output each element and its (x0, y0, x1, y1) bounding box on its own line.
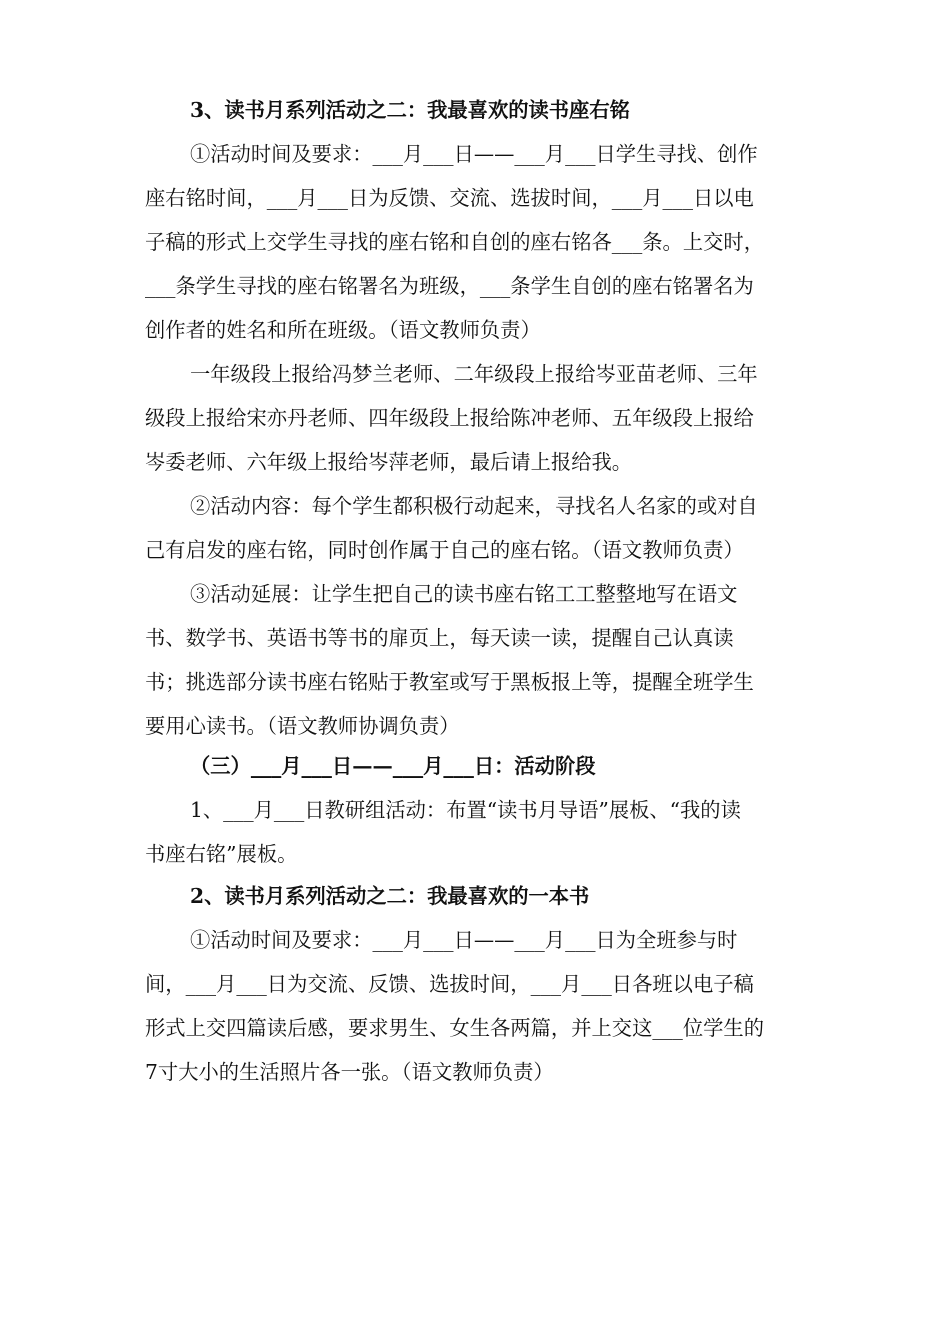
heading-favorite-book: 2、读书月系列活动之二：我最喜欢的一本书 (190, 884, 590, 908)
heading-activity-stage: （三）___月___日——___月___日：活动阶段 (190, 754, 596, 778)
heading-reading-motto: 3、读书月系列活动之二：我最喜欢的读书座右铭 (190, 98, 630, 122)
paragraph-book-time-line-3: 形式上交四篇读后感，要求男生、女生各两篇，并上交这___位学生的 (145, 1016, 764, 1040)
paragraph-report-line-3: 岑委老师、六年级上报给岑萍老师，最后请上报给我。 (145, 450, 633, 474)
paragraph-motto-time-line-1: ①活动时间及要求：___月___日——___月___日学生寻找、创作 (190, 142, 758, 166)
paragraph-report-line-1: 一年级段上报给冯梦兰老师、二年级段上报给岑亚苗老师、三年 (190, 362, 758, 386)
paragraph-report-line-2: 级段上报给宋亦丹老师、四年级段上报给陈冲老师、五年级段上报给 (145, 406, 754, 430)
paragraph-book-time-line-4: 7寸大小的生活照片各一张。（语文教师负责） (145, 1060, 554, 1084)
paragraph-motto-content-line-2: 己有启发的座右铭，同时创作属于自己的座右铭。（语文教师负责） (145, 538, 744, 562)
paragraph-motto-extend-line-4: 要用心读书。（语文教师协调负责） (145, 714, 460, 738)
paragraph-board-line-1: 1、___月___日教研组活动：布置“读书月导语”展板、“我的读 (190, 798, 741, 822)
paragraph-board-line-2: 书座右铭”展板。 (145, 842, 298, 866)
paragraph-motto-time-line-3: 子稿的形式上交学生寻找的座右铭和自创的座右铭各___条。上交时， (145, 230, 764, 254)
paragraph-motto-content-line-1: ②活动内容：每个学生都积极行动起来，寻找名人名家的或对自 (190, 494, 758, 518)
paragraph-motto-time-line-2: 座右铭时间，___月___日为反馈、交流、选拔时间，___月___日以电 (145, 186, 754, 210)
paragraph-book-time-line-2: 间，___月___日为交流、反馈、选拔时间，___月___日各班以电子稿 (145, 972, 754, 996)
paragraph-motto-extend-line-2: 书、数学书、英语书等书的扉页上，每天读一读，提醒自己认真读 (145, 626, 734, 650)
paragraph-motto-extend-line-1: ③活动延展：让学生把自己的读书座右铭工工整整地写在语文 (190, 582, 738, 606)
paragraph-book-time-line-1: ①活动时间及要求：___月___日——___月___日为全班参与时 (190, 928, 738, 952)
paragraph-motto-time-line-4: ___条学生寻找的座右铭署名为班级，___条学生自创的座右铭署名为 (145, 274, 754, 298)
paragraph-motto-time-line-5: 创作者的姓名和所在班级。（语文教师负责） (145, 318, 541, 342)
paragraph-motto-extend-line-3: 书；挑选部分读书座右铭贴于教室或写于黑板报上等，提醒全班学生 (145, 670, 754, 694)
